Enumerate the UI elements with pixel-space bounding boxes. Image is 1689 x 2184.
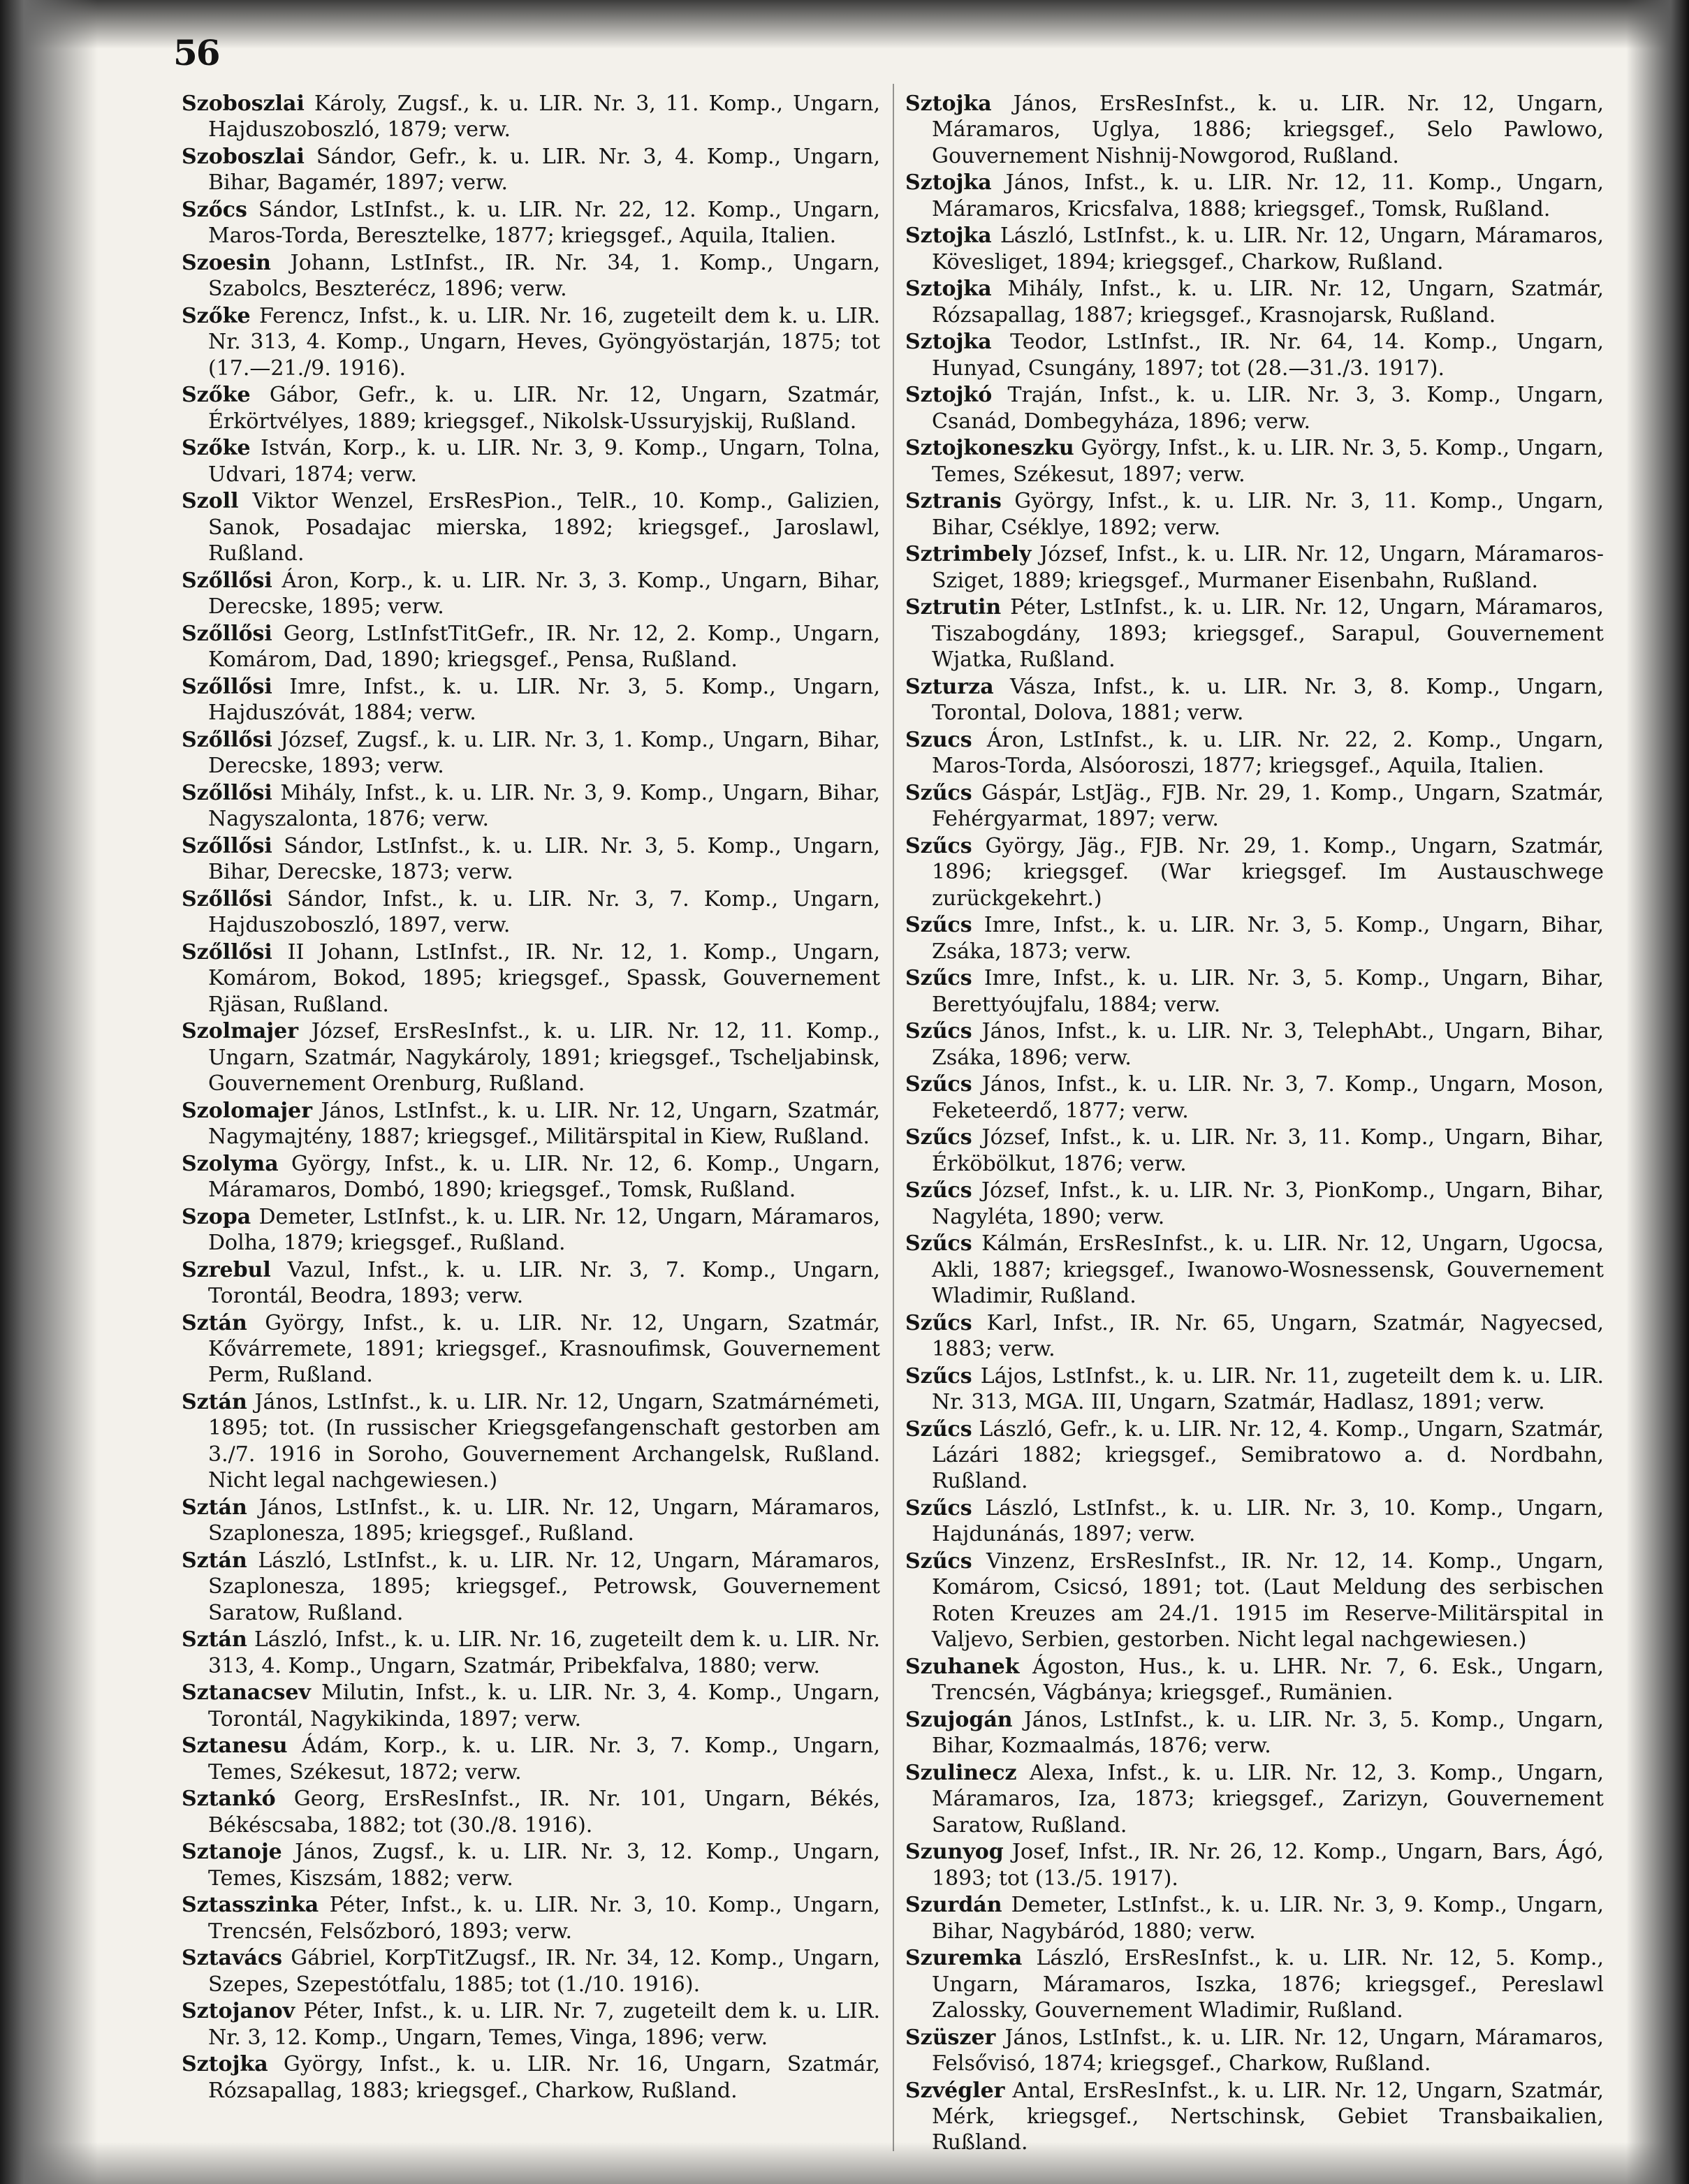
list-entry [905, 1363, 1604, 1416]
list-entry [905, 833, 1604, 911]
entry-details: György, Infst., k. u. LIR. Nr. 12, Ungarn, Szatmár, Kővárremete, 1891; kriegsgef., Krasnoufimsk, Gouvernement Perm, Rußland. [208, 1310, 880, 1388]
list-entry [182, 197, 880, 249]
entry-details: József, Zugsf., k. u. LIR. Nr. 3, 1. Komp., Ungarn, Bihar, Derecske, 1893; verw. [208, 727, 880, 779]
entry-details: II Johann, LstInfst., IR. Nr. 12, 1. Komp., Ungarn, Komárom, Bokod, 1895; kriegsgef., Spassk, Gouvernement Rjäsan, Rußland. [208, 939, 880, 1017]
entry-details: Josef, Infst., IR. Nr. 26, 12. Komp., Ungarn, Bars, Ágó, 1893; tot (13./5. 1917). [932, 1840, 1604, 1891]
list-entry [182, 780, 880, 833]
entry-surname: Sztrutin [905, 595, 1002, 620]
list-entry [905, 727, 1604, 779]
list-entry [905, 1945, 1604, 2023]
entry-details: Mihály, Infst., k. u. LIR. Nr. 3, 9. Komp., Ungarn, Bihar, Nagyszalonta, 1876; verw. [208, 780, 880, 832]
entry-surname: Sztojka [905, 330, 992, 355]
list-entry [905, 329, 1604, 381]
entry-details: Vazul, Infst., k. u. LIR. Nr. 3, 7. Komp., Ungarn, Torontál, Beodra, 1893; verw. [208, 1257, 880, 1309]
list-entry [182, 1998, 880, 2051]
entry-details: György, Infst., k. u. LIR. Nr. 16, Ungarn, Szatmár, Rózsapallag, 1883; kriegsgef., Charkow, Rußland. [208, 2052, 880, 2103]
entry-surname: Sztojka [905, 91, 992, 116]
list-entry [905, 780, 1604, 833]
list-entry [905, 488, 1604, 541]
entry-surname: Szűcs [905, 1549, 972, 1574]
entry-surname: Szoboszlai [182, 145, 305, 169]
list-entry [182, 1548, 880, 1626]
entry-details: László, LstInfst., k. u. LIR. Nr. 12, Ungarn, Máramaros, Kövesliget, 1894; kriegsgef., Charkow, Rußland. [932, 223, 1604, 274]
entry-surname: Sztojka [905, 223, 992, 249]
entry-surname: Sztojka [905, 170, 992, 196]
entry-surname: Sztán [182, 1548, 247, 1573]
entry-details: Sándor, LstInfst., k. u. LIR. Nr. 3, 5. Komp., Ungarn, Bihar, Derecske, 1873; verw. [208, 833, 880, 885]
list-entry [182, 727, 880, 779]
entry-surname: Szűcs [905, 1310, 972, 1335]
entry-details: Antal, ErsResInfst., k. u. LIR. Nr. 12, Ungarn, Szatmár, Mérk, kriegsgef., Nertschinsk, Gebiet Transbaikalien, Rußland. [932, 2078, 1604, 2155]
list-entry [905, 1495, 1604, 1548]
entry-surname: Szőllősi [182, 621, 272, 646]
entry-surname: Sztojka [905, 277, 992, 302]
entry-details: György, Infst., k. u. LIR. Nr. 3, 5. Komp., Ungarn, Temes, Székesut, 1897; verw. [932, 436, 1604, 487]
entry-surname: Szturza [905, 674, 994, 699]
entry-details: Áron, LstInfst., k. u. LIR. Nr. 22, 2. Komp., Ungarn, Maros-Torda, Alsóoroszi, 1877; kriegsgef., Aquila, Italien. [932, 727, 1604, 779]
list-entry [182, 1786, 880, 1838]
list-entry [182, 1733, 880, 1785]
entry-surname: Szőke [182, 304, 251, 328]
list-entry [905, 2025, 1604, 2077]
entry-surname: Szűcs [905, 1125, 972, 1150]
entry-surname: Sztanesu [182, 1734, 288, 1759]
entry-details: Viktor Wenzel, ErsResPion., TelR., 10. Komp., Galizien, Sanok, Posadajac mierska, 1892; kriegsgef., Jaroslawl, Rußland. [208, 489, 880, 566]
entry-surname: Sztojkó [905, 383, 993, 408]
list-entry [182, 1310, 880, 1388]
list-entry [905, 674, 1604, 726]
entry-details: László, Gefr., k. u. LIR. Nr. 12, 4. Komp., Ungarn, Szatmár, Lázári 1882; kriegsgef., Semibratowo a. d. Nordbahn, Rußland. [932, 1416, 1604, 1494]
list-entry [182, 1389, 880, 1494]
entry-details: János, LstInfst., k. u. LIR. Nr. 3, 5. Komp., Ungarn, Bihar, Kozmaalmás, 1876; verw. [932, 1707, 1604, 1759]
entry-details: Teodor, LstInfst., IR. Nr. 64, 14. Komp., Ungarn, Hunyad, Csungány, 1897; tot (28.—31./3. 1917). [932, 330, 1604, 381]
list-entry [182, 886, 880, 939]
entry-surname: Szulinecz [905, 1760, 1017, 1785]
list-entry [905, 1071, 1604, 1124]
entry-details: Ádám, Korp., k. u. LIR. Nr. 3, 7. Komp., Ungarn, Temes, Székesut, 1872; verw. [208, 1734, 880, 1784]
entry-surname: Szüszer [905, 2025, 996, 2050]
entry-surname: Sztán [182, 1390, 247, 1415]
list-entry [182, 1627, 880, 1679]
list-entry [182, 1945, 880, 1998]
entry-details: József, Infst., k. u. LIR. Nr. 3, 11. Komp., Ungarn, Bihar, Érköbölkut, 1876; verw. [932, 1125, 1604, 1176]
entry-surname: Szőllősi [182, 886, 272, 911]
entry-surname: Szujogán [905, 1707, 1013, 1732]
entry-details: Ferencz, Infst., k. u. LIR. Nr. 16, zugeteilt dem k. u. LIR. Nr. 313, 4. Komp., Ungarn, Heves, Gyöngyöstarján, 1875; tot (17.—21./9. 1916). [208, 304, 880, 381]
column-divider [893, 84, 894, 2151]
entry-details: Sándor, Gefr., k. u. LIR. Nr. 3, 4. Komp., Ungarn, Bihar, Bagamér, 1897; verw. [208, 145, 880, 196]
list-entry [182, 1495, 880, 1547]
list-entry [182, 488, 880, 566]
entry-details: Gábriel, KorpTitZugsf., IR. Nr. 34, 12. Komp., Ungarn, Szepes, Szepestótfalu, 1885; tot (1./10. 1916). [208, 1946, 880, 1997]
entry-details: Ágoston, Hus., k. u. LHR. Nr. 7, 6. Esk., Ungarn, Trencsén, Vágbánya; kriegsgef., Rumänien. [932, 1654, 1604, 1706]
entry-details: Traján, Infst., k. u. LIR. Nr. 3, 3. Komp., Ungarn, Csanád, Dombegyháza, 1896; verw. [932, 383, 1604, 434]
list-entry [905, 1178, 1604, 1230]
list-entry [182, 939, 880, 1018]
entry-surname: Szucs [905, 727, 972, 752]
entry-details: Imre, Infst., k. u. LIR. Nr. 3, 5. Komp., Ungarn, Bihar, Zsáka, 1873; verw. [932, 913, 1604, 964]
entry-surname: Szűcs [905, 966, 972, 991]
entry-surname: Szűcs [905, 1363, 972, 1388]
entry-details: János, Infst., k. u. LIR. Nr. 12, 11. Komp., Ungarn, Máramaros, Kricsfalva, 1888; kriegsgef., Tomsk, Rußland. [932, 170, 1604, 221]
list-entry [182, 1204, 880, 1256]
entry-surname: Sztrimbely [905, 542, 1032, 567]
entry-surname: Szunyog [905, 1840, 1004, 1865]
entry-surname: Szűcs [905, 913, 972, 938]
entry-surname: Szűcs [905, 1496, 972, 1521]
entry-surname: Szőllősi [182, 833, 272, 858]
entry-surname: Sztán [182, 1495, 247, 1520]
entry-surname: Szűcs [905, 1178, 972, 1203]
entry-details: János, ErsResInfst., k. u. LIR. Nr. 12, Ungarn, Máramaros, Uglya, 1886; kriegsgef., Selo Pawlowo, Gouvernement Nishnij-Nowgorod, Rußland. [932, 91, 1604, 168]
list-entry [182, 91, 880, 143]
entry-surname: Szőke [182, 383, 251, 408]
entry-details: Péter, Infst., k. u. LIR. Nr. 7, zugeteilt dem k. u. LIR. Nr. 3, 12. Komp., Ungarn, Temes, Vinga, 1896; verw. [208, 1999, 880, 2050]
entry-details: János, Infst., k. u. LIR. Nr. 3, TelephAbt., Ungarn, Bihar, Zsáka, 1896; verw. [932, 1019, 1604, 1070]
list-entry [182, 1680, 880, 1732]
list-entry [905, 435, 1604, 488]
entry-details: Karl, Infst., IR. Nr. 65, Ungarn, Szatmár, Nagyecsed, 1883; verw. [932, 1310, 1604, 1362]
entry-details: László, ErsResInfst., k. u. LIR. Nr. 12, 5. Komp., Ungarn, Máramaros, Iszka, 1876; kriegsgef., Pereslawl Zalossky, Gouvernement Wladimir, Rußland. [932, 1946, 1604, 2023]
entry-surname: Sztojanov [182, 1999, 295, 2024]
entry-surname: Szrebul [182, 1257, 271, 1282]
list-entry [182, 1151, 880, 1203]
list-entry [182, 674, 880, 726]
list-entry [905, 1839, 1604, 1891]
entry-surname: Szolyma [182, 1151, 279, 1176]
list-entry [905, 2078, 1604, 2156]
entry-surname: Szuremka [905, 1946, 1023, 1971]
entry-details: János, Zugsf., k. u. LIR. Nr. 3, 12. Komp., Ungarn, Temes, Kiszsám, 1882; verw. [208, 1840, 880, 1891]
entry-details: János, LstInfst., k. u. LIR. Nr. 12, Ungarn, Máramaros, Felsővisó, 1874; kriegsgef., Charkow, Rußland. [932, 2025, 1604, 2076]
entry-details: Gábor, Gefr., k. u. LIR. Nr. 12, Ungarn, Szatmár, Érkörtvélyes, 1889; kriegsgef., Nikolsk-Ussuryjskij, Rußland. [208, 383, 880, 434]
entry-details: László, LstInfst., k. u. LIR. Nr. 3, 10. Komp., Ungarn, Hajdunánás, 1897; verw. [932, 1496, 1604, 1547]
list-entry [182, 435, 880, 488]
list-entry [905, 965, 1604, 1018]
list-entry [905, 170, 1604, 222]
entry-details: Lájos, LstInfst., k. u. LIR. Nr. 11, zugeteilt dem k. u. LIR. Nr. 313, MGA. III, Ungarn, Szatmár, Hadlasz, 1891; verw. [932, 1363, 1604, 1415]
entry-surname: Szőllősi [182, 674, 272, 699]
entry-details: György, Infst., k. u. LIR. Nr. 12, 6. Komp., Ungarn, Máramaros, Dombó, 1890; kriegsgef., Tomsk, Rußland. [208, 1151, 881, 1203]
list-entry [905, 1231, 1604, 1309]
entry-surname: Szőllősi [182, 780, 272, 805]
entry-surname: Szoll [182, 489, 239, 514]
entry-details: Péter, LstInfst., k. u. LIR. Nr. 12, Ungarn, Máramaros, Tiszabogdány, 1893; kriegsgef., Sarapul, Gouvernement Wjatka, Rußland. [932, 595, 1604, 673]
entry-surname: Szűcs [905, 1072, 972, 1097]
entry-details: György, Jäg., FJB. Nr. 29, 1. Komp., Ungarn, Szatmár, 1896; kriegsgef. (War kriegsgef. Im Austauschwege zurückgekehrt.) [932, 833, 1604, 911]
list-entry [182, 1257, 880, 1310]
entry-details: Vásza, Infst., k. u. LIR. Nr. 3, 8. Komp., Ungarn, Torontal, Dolova, 1881; verw. [932, 674, 1604, 726]
entry-details: Demeter, LstInfst., k. u. LIR. Nr. 12, Ungarn, Máramaros, Dolha, 1879; kriegsgef., Rußland. [208, 1204, 880, 1256]
entry-surname: Szoesin [182, 251, 271, 275]
entry-details: Imre, Infst., k. u. LIR. Nr. 3, 5. Komp., Ungarn, Hajduszóvát, 1884; verw. [208, 674, 880, 726]
list-entry [905, 1548, 1604, 1653]
entry-surname: Szűcs [905, 1019, 972, 1044]
list-entry [905, 1416, 1604, 1495]
list-entry [905, 1018, 1604, 1071]
entry-surname: Szűcs [905, 780, 972, 805]
entry-details: József, Infst., k. u. LIR. Nr. 3, PionKomp., Ungarn, Bihar, Nagyléta, 1890; verw. [932, 1178, 1604, 1229]
list-entry [182, 1892, 880, 1944]
entry-surname: Sztojkoneszku [905, 436, 1074, 461]
entry-surname: Szőcs [182, 198, 247, 222]
entry-surname: Szvégler [905, 2078, 1005, 2103]
entry-details: László, Infst., k. u. LIR. Nr. 16, zugeteilt dem k. u. LIR. Nr. 313, 4. Komp., Ungarn, Szatmár, Pribekfalva, 1880; verw. [208, 1627, 880, 1678]
right-column [905, 91, 1604, 2157]
entry-surname: Szőke [182, 436, 251, 461]
list-entry [905, 276, 1604, 328]
list-entry [182, 568, 880, 620]
entry-surname: Szolomajer [182, 1098, 313, 1123]
page-number: 56 [173, 32, 219, 73]
entry-details: Imre, Infst., k. u. LIR. Nr. 3, 5. Komp., Ungarn, Bihar, Berettyóujfalu, 1884; verw. [932, 966, 1604, 1017]
list-entry [905, 541, 1604, 594]
list-entry [905, 223, 1604, 275]
list-entry [905, 1124, 1604, 1177]
list-entry [182, 621, 880, 673]
list-entry [182, 1839, 880, 1891]
list-entry [905, 1654, 1604, 1706]
entry-details: Kálmán, ErsResInfst., k. u. LIR. Nr. 12, Ungarn, Ugocsa, Akli, 1887; kriegsgef., Iwanowo-Wosnessensk, Gouvernement Wladimir, Rußland. [932, 1231, 1604, 1309]
list-entry [905, 91, 1604, 169]
list-entry [905, 1310, 1604, 1363]
entry-details: Sándor, Infst., k. u. LIR. Nr. 3, 7. Komp., Ungarn, Hajduszoboszló, 1897, verw. [208, 886, 880, 938]
entry-surname: Sztranis [905, 489, 1002, 514]
entry-details: György, Infst., k. u. LIR. Nr. 3, 11. Komp., Ungarn, Bihar, Cséklye, 1892; verw. [932, 489, 1604, 540]
entry-surname: Szurdán [905, 1893, 1002, 1918]
entry-details: János, Infst., k. u. LIR. Nr. 3, 7. Komp., Ungarn, Moson, Feketeerdő, 1877; verw. [932, 1072, 1604, 1123]
entry-surname: Sztán [182, 1627, 247, 1652]
entry-details: József, ErsResInfst., k. u. LIR. Nr. 12, 11. Komp., Ungarn, Szatmár, Nagykároly, 1891; kriegsgef., Tscheljabinsk, Gouvernement Orenburg, Rußland. [208, 1019, 881, 1097]
entry-surname: Szűcs [905, 833, 972, 858]
entry-details: Sándor, LstInfst., k. u. LIR. Nr. 22, 12. Komp., Ungarn, Maros-Torda, Beresztelke, 1877; kriegsgef., Aquila, Italien. [208, 198, 881, 249]
entry-details: Gáspár, LstJäg., FJB. Nr. 29, 1. Komp., Ungarn, Szatmár, Fehérgyarmat, 1897; verw. [932, 780, 1604, 832]
list-entry [905, 382, 1604, 434]
entry-details: Demeter, LstInfst., k. u. LIR. Nr. 3, 9. Komp., Ungarn, Bihar, Nagybáród, 1880; verw. [932, 1893, 1604, 1944]
entry-details: László, LstInfst., k. u. LIR. Nr. 12, Ungarn, Máramaros, Szaplonesza, 1895; kriegsgef., Petrowsk, Gouvernement Saratow, Rußland. [208, 1548, 880, 1625]
entry-surname: Sztán [182, 1310, 247, 1335]
entry-details: Péter, Infst., k. u. LIR. Nr. 3, 10. Komp., Ungarn, Trencsén, Felsőzboró, 1893; verw. [208, 1893, 880, 1944]
entry-surname: Szőllősi [182, 568, 272, 593]
entry-details: Alexa, Infst., k. u. LIR. Nr. 12, 3. Komp., Ungarn, Máramaros, Iza, 1873; kriegsgef., Zarizyn, Gouvernement Saratow, Rußland. [932, 1760, 1604, 1838]
list-entry [905, 594, 1604, 673]
list-entry [182, 833, 880, 886]
list-entry [182, 303, 880, 381]
entry-details: István, Korp., k. u. LIR. Nr. 3, 9. Komp., Ungarn, Tolna, Udvari, 1874; verw. [208, 436, 880, 487]
entry-surname: Szoboszlai [182, 91, 305, 116]
list-entry [182, 250, 880, 302]
entry-surname: Sztanacsev [182, 1680, 311, 1706]
entry-surname: Szőllősi [182, 727, 272, 752]
entry-details: Johann, LstInfst., IR. Nr. 34, 1. Komp., Ungarn, Szabolcs, Beszterécz, 1896; verw. [208, 251, 880, 302]
entry-details: József, Infst., k. u. LIR. Nr. 12, Ungarn, Máramaros-Sziget, 1889; kriegsgef., Murmaner Eisenbahn, Rußland. [932, 542, 1604, 593]
list-entry [905, 1760, 1604, 1838]
entry-surname: Sztanoje [182, 1840, 282, 1865]
entry-surname: Szopa [182, 1204, 251, 1229]
entry-details: Károly, Zugsf., k. u. LIR. Nr. 3, 11. Komp., Ungarn, Hajduszoboszló, 1879; verw. [208, 91, 880, 142]
entry-details: Milutin, Infst., k. u. LIR. Nr. 3, 4. Komp., Ungarn, Torontál, Nagykikinda, 1897; verw. [208, 1680, 880, 1731]
list-entry [182, 1098, 880, 1150]
list-entry [905, 912, 1604, 965]
entry-details: János, LstInfst., k. u. LIR. Nr. 12, Ungarn, Szatmár, Nagymajtény, 1887; kriegsgef., Militärspital in Kiew, Rußland. [208, 1098, 880, 1150]
entry-details: Áron, Korp., k. u. LIR. Nr. 3, 3. Komp., Ungarn, Bihar, Derecske, 1895; verw. [208, 568, 880, 620]
list-entry [905, 1892, 1604, 1944]
entry-surname: Szuhanek [905, 1654, 1020, 1679]
entry-surname: Sztojka [182, 2052, 268, 2077]
entry-surname: Szűcs [905, 1416, 972, 1442]
list-entry [182, 144, 880, 196]
entry-surname: Szőllősi [182, 939, 272, 965]
entry-details: Mihály, Infst., k. u. LIR. Nr. 12, Ungarn, Szatmár, Rózsapallag, 1887; kriegsgef., Krasnojarsk, Rußland. [932, 277, 1604, 328]
entry-details: Vinzenz, ErsResInfst., IR. Nr. 12, 14. Komp., Ungarn, Komárom, Csicsó, 1891; tot. (Laut Meldung des serbischen Roten Kreuzes am 24./1. 1915 im Reserve-Militärspital in Valjevo, Serbien, gestorben. Nicht legal nachgewiesen.) [932, 1549, 1604, 1652]
entry-details: János, LstInfst., k. u. LIR. Nr. 12, Ungarn, Máramaros, Szaplonesza, 1895; kriegsgef., Rußland. [208, 1495, 880, 1546]
entry-surname: Szűcs [905, 1231, 972, 1256]
entry-surname: Sztankó [182, 1787, 276, 1812]
entry-details: János, LstInfst., k. u. LIR. Nr. 12, Ungarn, Szatmárnémeti, 1895; tot. (In russischer Kriegsgefangenschaft gestorben am 3./7. 1916 in Soroho, Gouvernement Archangelsk, Rußland. Nicht legal nachgewiesen.) [208, 1390, 880, 1493]
list-entry [182, 2051, 880, 2104]
entry-surname: Sztavács [182, 1946, 283, 1971]
list-entry [182, 382, 880, 434]
entry-details: Georg, LstInfstTitGefr., IR. Nr. 12, 2. Komp., Ungarn, Komárom, Dad, 1890; kriegsgef., Pensa, Rußland. [208, 621, 880, 673]
list-entry [905, 1707, 1604, 1759]
list-entry [182, 1018, 880, 1097]
left-column [182, 91, 880, 2104]
entry-details: Georg, ErsResInfst., IR. Nr. 101, Ungarn, Békés, Békéscsaba, 1882; tot (30./8. 1916). [208, 1787, 880, 1838]
entry-surname: Szolmajer [182, 1019, 299, 1044]
entry-surname: Sztasszinka [182, 1893, 319, 1918]
